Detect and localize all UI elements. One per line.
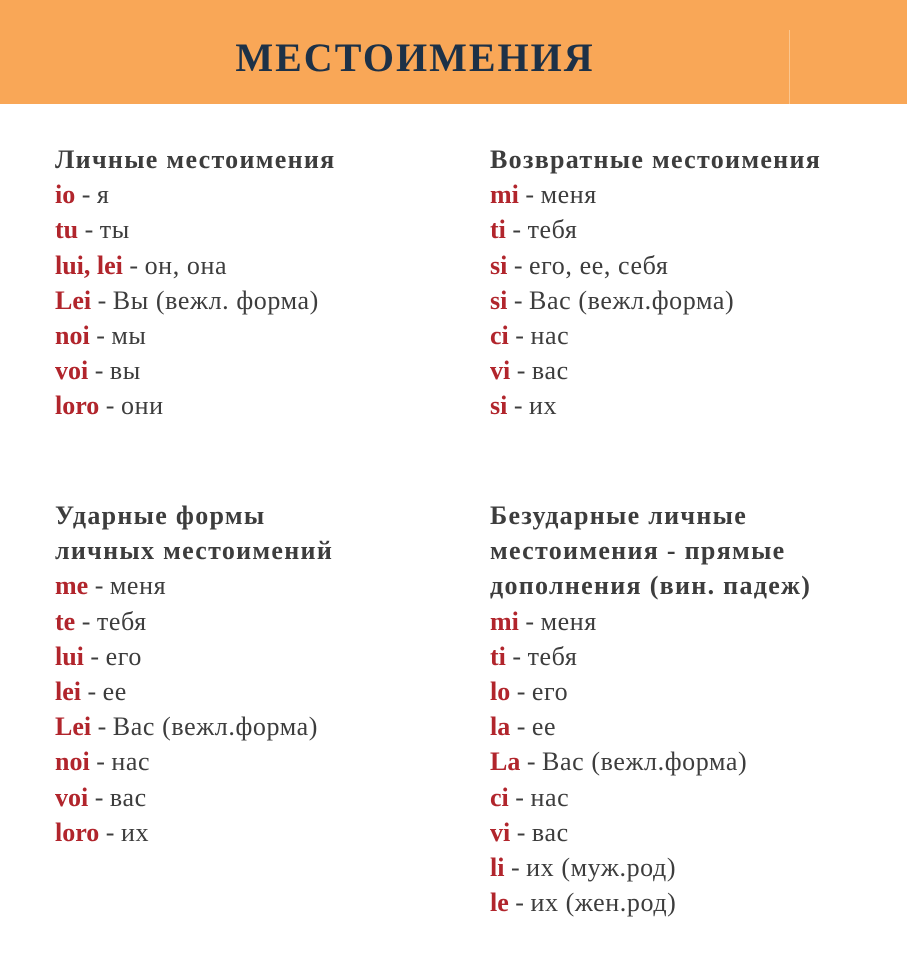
pronoun-term: li (490, 853, 505, 883)
separator: - (122, 250, 145, 280)
section-heading: дополнения (вин. падеж) (490, 571, 812, 601)
separator: - (520, 747, 543, 777)
pronoun-meaning: их (муж.род) (526, 853, 677, 883)
pronoun-row (55, 353, 455, 388)
pronoun-row (55, 815, 455, 850)
separator: - (88, 782, 110, 812)
pronoun-term: mi (490, 180, 519, 210)
pronoun-term: noi (55, 321, 90, 351)
section-heading: личных местоимений (55, 536, 334, 566)
separator: - (518, 180, 541, 210)
pronoun-term: loro (55, 391, 100, 421)
pronoun-meaning: вас (109, 782, 147, 812)
section-stressed-pronouns (55, 498, 455, 850)
pronoun-term: lui, lei (55, 250, 123, 280)
pronoun-row (490, 212, 900, 247)
pronoun-term: ti (490, 641, 506, 671)
separator: - (91, 712, 113, 742)
pronoun-meaning: Вас (вежл.форма) (542, 747, 748, 777)
pronoun-term: te (55, 606, 76, 636)
title-banner (0, 0, 907, 104)
pronoun-row (490, 744, 900, 779)
section-heading: местоимения - прямые (490, 536, 786, 566)
separator: - (89, 747, 112, 777)
pronoun-meaning: его (105, 641, 142, 671)
pronoun-row (490, 318, 900, 353)
pronoun-meaning: я (96, 180, 110, 210)
separator: - (508, 782, 531, 812)
separator: - (505, 641, 528, 671)
section-heading: Возвратные местоимения (490, 145, 822, 174)
pronoun-row (55, 318, 455, 353)
separator: - (88, 356, 110, 386)
pronoun-term: voi (55, 356, 89, 386)
pronoun-row (55, 709, 455, 744)
pronoun-term: Lei (55, 285, 92, 315)
pronoun-meaning: Вас (вежл.форма) (112, 712, 318, 742)
pronoun-row (55, 283, 455, 318)
separator: - (88, 571, 110, 601)
pronoun-term: ci (490, 321, 509, 351)
pronoun-row (490, 604, 900, 639)
pronoun-term: vi (490, 356, 511, 386)
pronoun-term: lo (490, 677, 511, 707)
section-heading: Личные местоимения (55, 145, 336, 174)
pronoun-row (490, 709, 900, 744)
pronoun-term: la (490, 712, 511, 742)
pronoun-row (55, 674, 455, 709)
pronoun-meaning: его (531, 677, 569, 707)
pronoun-term: La (490, 747, 521, 777)
pronoun-term: ci (490, 782, 509, 812)
pronoun-meaning: тебя (527, 215, 578, 245)
pronoun-meaning: нас (530, 321, 570, 351)
pronoun-meaning: нас (530, 782, 570, 812)
pronoun-meaning: нас (111, 747, 151, 777)
pronoun-meaning: он, она (144, 250, 228, 280)
pronoun-term: le (490, 888, 509, 918)
section-heading: Ударные формы (55, 501, 266, 530)
pronoun-meaning: ты (99, 215, 130, 245)
separator: - (510, 356, 532, 386)
section-reflexive-pronouns (490, 142, 900, 424)
pronoun-term: mi (490, 606, 519, 636)
pronoun-row (55, 248, 455, 283)
separator: - (99, 817, 121, 847)
pronoun-row (490, 283, 900, 318)
pronoun-row (490, 815, 900, 850)
pronoun-row (55, 212, 455, 247)
pronoun-term: lui (55, 641, 84, 671)
pronoun-meaning: вас (531, 817, 569, 847)
separator: - (81, 677, 103, 707)
separator: - (510, 817, 532, 847)
pronoun-meaning: тебя (96, 606, 147, 636)
pronoun-meaning: вы (109, 356, 141, 386)
pronoun-meaning: Вас (вежл.форма) (529, 285, 735, 315)
pronoun-row (490, 850, 900, 885)
pronoun-row (55, 388, 455, 423)
pronoun-term: si (490, 285, 508, 315)
pronoun-row (55, 639, 455, 674)
separator: - (75, 606, 97, 636)
pronoun-term: ti (490, 215, 506, 245)
pronoun-row (55, 780, 455, 815)
separator: - (518, 606, 541, 636)
pronoun-term: noi (55, 747, 90, 777)
pronoun-term: voi (55, 782, 89, 812)
pronoun-meaning: их (жен.род) (530, 888, 677, 918)
separator: - (507, 250, 530, 280)
pronoun-meaning: вас (531, 356, 569, 386)
pronoun-meaning: ее (531, 712, 557, 742)
pronoun-row (55, 744, 455, 779)
pronoun-meaning: меня (540, 606, 597, 636)
separator: - (83, 641, 106, 671)
pronoun-meaning: тебя (527, 641, 578, 671)
separator: - (507, 391, 530, 421)
pronoun-meaning: их (120, 817, 150, 847)
section-unstressed-pronouns (490, 498, 900, 920)
pronoun-meaning: их (529, 391, 558, 421)
pronoun-row (490, 885, 900, 920)
pronoun-term: vi (490, 817, 511, 847)
separator: - (78, 215, 100, 245)
separator: - (508, 888, 531, 918)
pronoun-meaning: меня (540, 180, 597, 210)
pronoun-term: loro (55, 817, 100, 847)
separator: - (510, 712, 532, 742)
section-personal-pronouns (55, 142, 455, 424)
pronoun-meaning: ее (102, 677, 127, 707)
pronoun-term: Lei (55, 712, 92, 742)
pronoun-term: io (55, 180, 76, 210)
separator: - (507, 285, 530, 315)
pronoun-meaning: Вы (вежл. форма) (112, 285, 319, 315)
pronoun-row (490, 388, 900, 423)
separator: - (508, 321, 531, 351)
pronoun-meaning: они (120, 391, 164, 421)
pronoun-meaning: мы (111, 321, 147, 351)
section-heading: Безударные личные (490, 501, 748, 530)
pronoun-term: si (490, 391, 508, 421)
pronoun-term: me (55, 571, 89, 601)
separator: - (91, 285, 113, 315)
pronoun-row (490, 639, 900, 674)
separator: - (504, 853, 527, 883)
pronoun-row (490, 674, 900, 709)
separator: - (510, 677, 532, 707)
pronoun-row (490, 353, 900, 388)
pronoun-row (55, 604, 455, 639)
pronoun-meaning: меня (109, 571, 167, 601)
separator: - (99, 391, 121, 421)
pronoun-meaning: его, ее, себя (529, 250, 669, 280)
pronoun-row (55, 177, 455, 212)
separator: - (89, 321, 112, 351)
pronoun-row (490, 177, 900, 212)
pronoun-row (490, 248, 900, 283)
pronoun-term: si (490, 250, 508, 280)
separator: - (75, 180, 97, 210)
separator: - (505, 215, 528, 245)
pronoun-row (55, 568, 455, 603)
pronoun-term: lei (55, 677, 81, 707)
page-title: МЕСТОИМЕНИЯ (235, 35, 595, 80)
pronoun-row (490, 780, 900, 815)
pronoun-term: tu (55, 215, 79, 245)
